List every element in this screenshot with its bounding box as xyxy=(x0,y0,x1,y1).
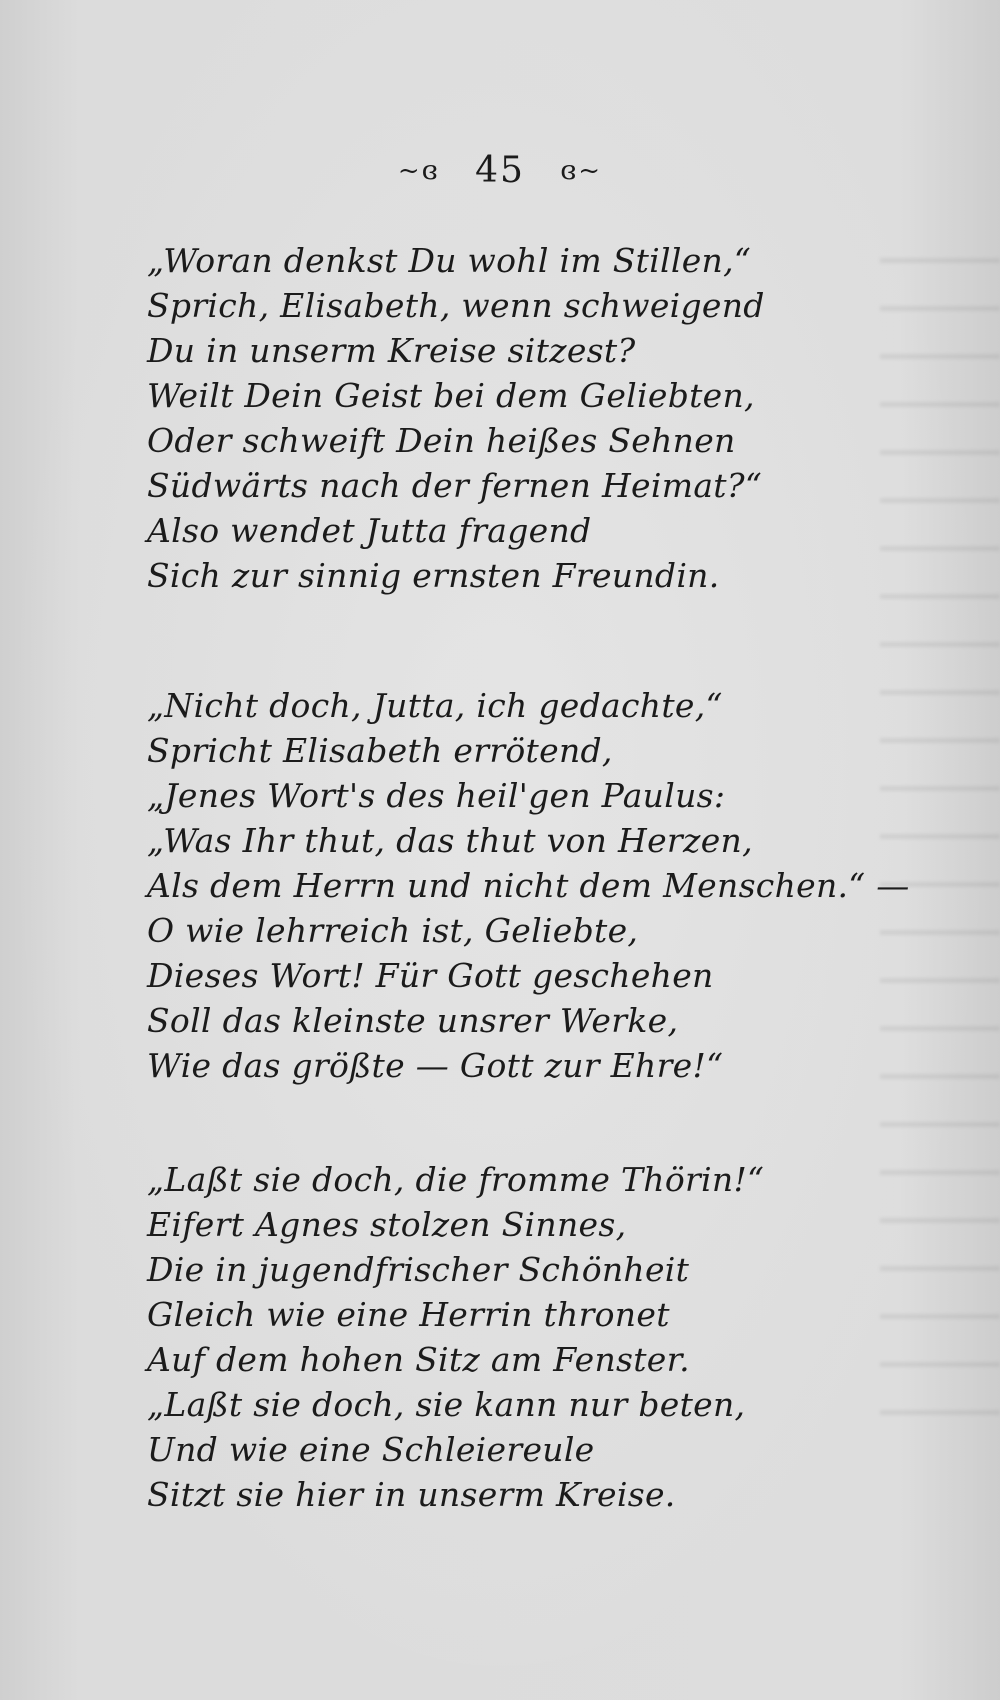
verse-line: Also wendet Jutta fragend xyxy=(147,511,592,550)
verse-line: „Laßt sie doch, sie kann nur beten, xyxy=(147,1385,746,1424)
verse-line: Südwärts nach der fernen Heimat?“ xyxy=(147,466,763,505)
verse-line: Du in unserm Kreise sitzest? xyxy=(147,331,636,370)
verse-line: Eifert Agnes stolzen Sinnes, xyxy=(147,1205,627,1244)
page-header xyxy=(0,150,1000,191)
verse-line: Soll das kleinste unsrer Werke, xyxy=(147,1001,679,1040)
verse-line: Weilt Dein Geist bei dem Geliebten, xyxy=(147,376,755,415)
stanza-2 xyxy=(147,683,910,1088)
verse-line: Auf dem hohen Sitz am Fenster. xyxy=(147,1340,690,1379)
ornament-left-icon: ~ɞ xyxy=(397,156,440,186)
verse-line: „Nicht doch, Jutta, ich gedachte,“ xyxy=(147,686,723,725)
verse-line: Spricht Elisabeth errötend, xyxy=(147,731,613,770)
verse-line: Oder schweift Dein heißes Sehnen xyxy=(147,421,736,460)
verse-line: Die in jugendfrischer Schönheit xyxy=(147,1250,690,1289)
verse-line: Sitzt sie hier in unserm Kreise. xyxy=(147,1475,676,1514)
verse-line: Sprich, Elisabeth, wenn schweigend xyxy=(147,286,765,325)
verse-line: Wie das größte — Gott zur Ehre!“ xyxy=(147,1046,724,1085)
verse-line: „Was Ihr thut, das thut von Herzen, xyxy=(147,821,753,860)
page-number: 45 xyxy=(475,150,525,191)
verse-line: Und wie eine Schleiereule xyxy=(147,1430,595,1469)
verse-line: „Laßt sie doch, die fromme Thörin!“ xyxy=(147,1160,765,1199)
verse-line: O wie lehrreich ist, Geliebte, xyxy=(147,911,639,950)
ornament-right-icon: ɞ~ xyxy=(560,156,603,186)
verse-line: Gleich wie eine Herrin thronet xyxy=(147,1295,670,1334)
verse-line: Als dem Herrn und nicht dem Menschen.“ — xyxy=(147,866,910,905)
stanza-3 xyxy=(147,1157,887,1517)
verse-line: Dieses Wort! Für Gott geschehen xyxy=(147,956,714,995)
bleed-through-text xyxy=(880,230,1000,1430)
verse-line: „Jenes Wort's des heil'gen Paulus: xyxy=(147,776,726,815)
verse-line: Sich zur sinnig ernsten Freundin. xyxy=(147,556,720,595)
stanza-1 xyxy=(147,238,887,598)
verse-line: „Woran denkst Du wohl im Stillen,“ xyxy=(147,241,752,280)
